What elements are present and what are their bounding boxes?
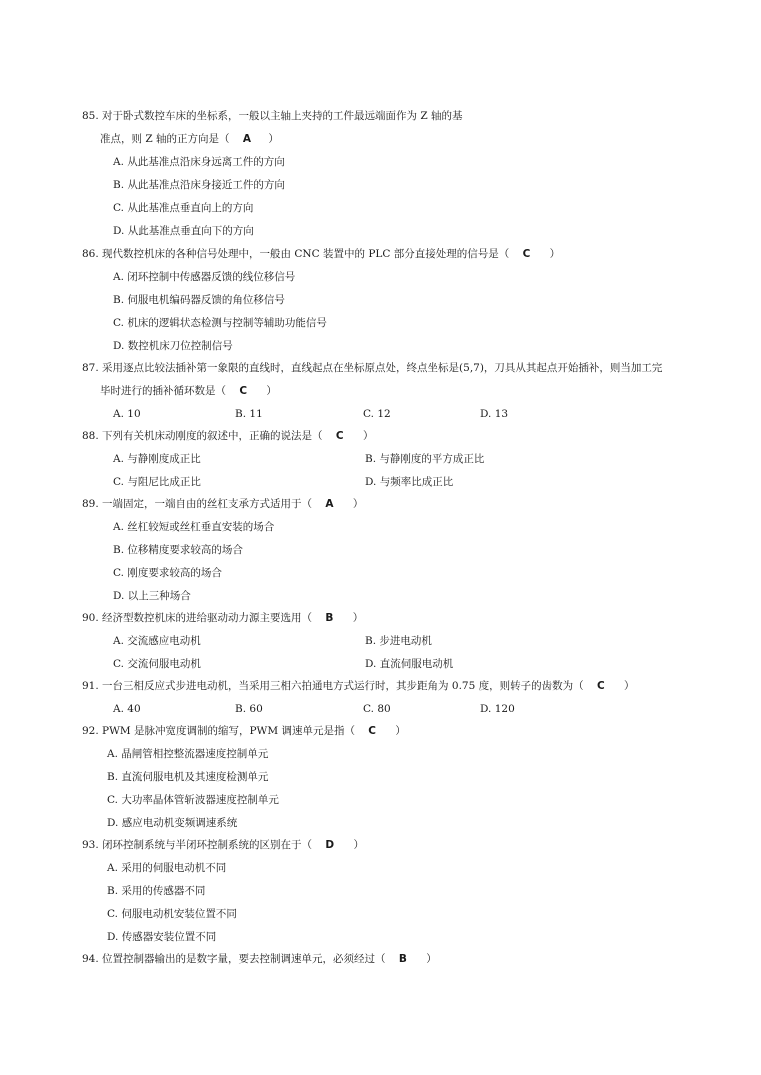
- answer-mark: B: [325, 612, 334, 624]
- answer-mark: C: [522, 248, 531, 260]
- question-86: [82, 247, 560, 261]
- close-paren: ）: [352, 612, 364, 624]
- question-number: 86.: [82, 248, 99, 260]
- option: B. 11: [235, 408, 263, 420]
- option: C. 大功率晶体管斩波器速度控制单元: [107, 794, 279, 806]
- option: D. 数控机床刀位控制信号: [113, 340, 233, 352]
- option: A. 从此基准点沿床身远离工件的方向: [113, 156, 285, 168]
- option: A. 闭环控制中传感器反馈的线位移信号: [113, 271, 296, 283]
- question-number: 85.: [82, 110, 99, 122]
- close-paren: ）: [549, 248, 561, 260]
- question-89: [82, 497, 363, 511]
- option: A. 交流感应电动机: [113, 635, 201, 647]
- option: B. 60: [235, 703, 263, 715]
- answer-mark: C: [596, 680, 605, 692]
- option: C. 从此基准点垂直向上的方向: [113, 202, 254, 214]
- question-number: 91.: [82, 680, 99, 692]
- question-text: PWM 是脉冲宽度调制的缩写，PWM 调速单元是指（: [102, 725, 355, 737]
- option: D. 传感器安装位置不同: [107, 931, 217, 943]
- question-number: 89.: [82, 498, 99, 510]
- option: A. 40: [113, 703, 141, 715]
- answer-mark: C: [335, 430, 344, 442]
- question-87-line2: [100, 384, 277, 398]
- option: C. 与阻尼比成正比: [113, 476, 201, 488]
- option: B. 从此基准点沿床身接近工件的方向: [113, 179, 285, 191]
- close-paren: ）: [352, 498, 364, 510]
- question-text: 采用逐点比较法插补第一象限的直线时，直线起点在坐标原点处，终点坐标是(5,7)，刀具从其起点开始插补，则当加工完: [102, 362, 663, 374]
- close-paren: ）: [395, 725, 406, 737]
- option: D. 120: [480, 703, 515, 715]
- question-85-line2: [100, 132, 279, 146]
- option: D. 以上三种场合: [113, 590, 191, 602]
- option: B. 采用的传感器不同: [107, 885, 206, 897]
- option: C. 交流伺服电动机: [113, 658, 201, 670]
- question-text: 对于卧式数控车床的坐标系，一般以主轴上夹持的工件最远端面作为 Z 轴的基: [102, 110, 463, 122]
- close-paren: ）: [268, 133, 279, 145]
- answer-mark: D: [325, 839, 335, 851]
- option: A. 与静刚度成正比: [113, 453, 201, 465]
- question-text: 一台三相反应式步进电动机，当采用三相六拍通电方式运行时，其步距角为 0.75 度，则转子的齿数为（: [102, 680, 584, 692]
- answer-mark: B: [398, 953, 407, 965]
- option: C. 80: [363, 703, 391, 715]
- close-paren: ）: [266, 385, 277, 397]
- answer-mark: C: [239, 385, 248, 397]
- option: B. 步进电动机: [365, 635, 432, 647]
- question-number: 94.: [82, 953, 99, 965]
- question-text-cont: 毕时进行的插补循环数是（: [100, 385, 226, 397]
- question-text: 闭环控制系统与半闭环控制系统的区别在于（: [102, 839, 313, 851]
- close-paren: ）: [426, 953, 437, 965]
- option: A. 丝杠较短或丝杠垂直安装的场合: [113, 521, 275, 533]
- option: C. 伺服电动机安装位置不同: [107, 908, 237, 920]
- option: A. 采用的伺服电动机不同: [107, 862, 227, 874]
- option: D. 感应电动机变频调速系统: [107, 817, 238, 829]
- option: A. 10: [113, 408, 141, 420]
- close-paren: ）: [362, 430, 374, 442]
- option: C. 12: [363, 408, 391, 420]
- question-text: 位置控制器输出的是数字量，要去控制调速单元，必须经过（: [102, 953, 386, 965]
- question-text: 一端固定，一端自由的丝杠支承方式适用于（: [102, 498, 313, 510]
- question-number: 87.: [82, 362, 99, 374]
- option: B. 伺服电机编码器反馈的角位移信号: [113, 294, 285, 306]
- question-92: [82, 724, 406, 738]
- question-text: 经济型数控机床的进给驱动动力源主要选用（: [102, 612, 313, 624]
- answer-mark: A: [242, 133, 251, 145]
- question-94: [82, 952, 437, 966]
- question-87-line1: [82, 361, 662, 375]
- option: D. 与频率比成正比: [365, 476, 454, 488]
- question-text: 下列有关机床动刚度的叙述中，正确的说法是（: [102, 430, 323, 442]
- close-paren: ）: [353, 839, 364, 851]
- option: C. 机床的逻辑状态检测与控制等辅助功能信号: [113, 317, 327, 329]
- option: D. 从此基准点垂直向下的方向: [113, 225, 254, 237]
- option: D. 直流伺服电动机: [365, 658, 454, 670]
- option: B. 与静刚度的平方成正比: [365, 453, 485, 465]
- question-85-line1: [82, 109, 463, 123]
- question-91: [82, 679, 635, 693]
- option: A. 晶闸管相控整流器速度控制单元: [107, 748, 269, 760]
- question-text: 现代数控机床的各种信号处理中，一般由 CNC 装置中的 PLC 部分直接处理的信号是（: [102, 248, 510, 260]
- answer-mark: C: [368, 725, 377, 737]
- question-text-cont: 准点，则 Z 轴的正方向是（: [100, 133, 230, 145]
- question-number: 92.: [82, 725, 99, 737]
- close-paren: ）: [624, 680, 635, 692]
- question-90: [82, 611, 363, 625]
- question-number: 93.: [82, 839, 99, 851]
- question-93: [82, 838, 364, 852]
- question-number: 90.: [82, 612, 99, 624]
- answer-mark: A: [325, 498, 334, 510]
- option: B. 位移精度要求较高的场合: [113, 544, 243, 556]
- option: D. 13: [480, 408, 509, 420]
- option: C. 刚度要求较高的场合: [113, 567, 222, 579]
- question-number: 88.: [82, 430, 99, 442]
- question-88: [82, 429, 373, 443]
- option: B. 直流伺服电机及其速度检测单元: [107, 771, 269, 783]
